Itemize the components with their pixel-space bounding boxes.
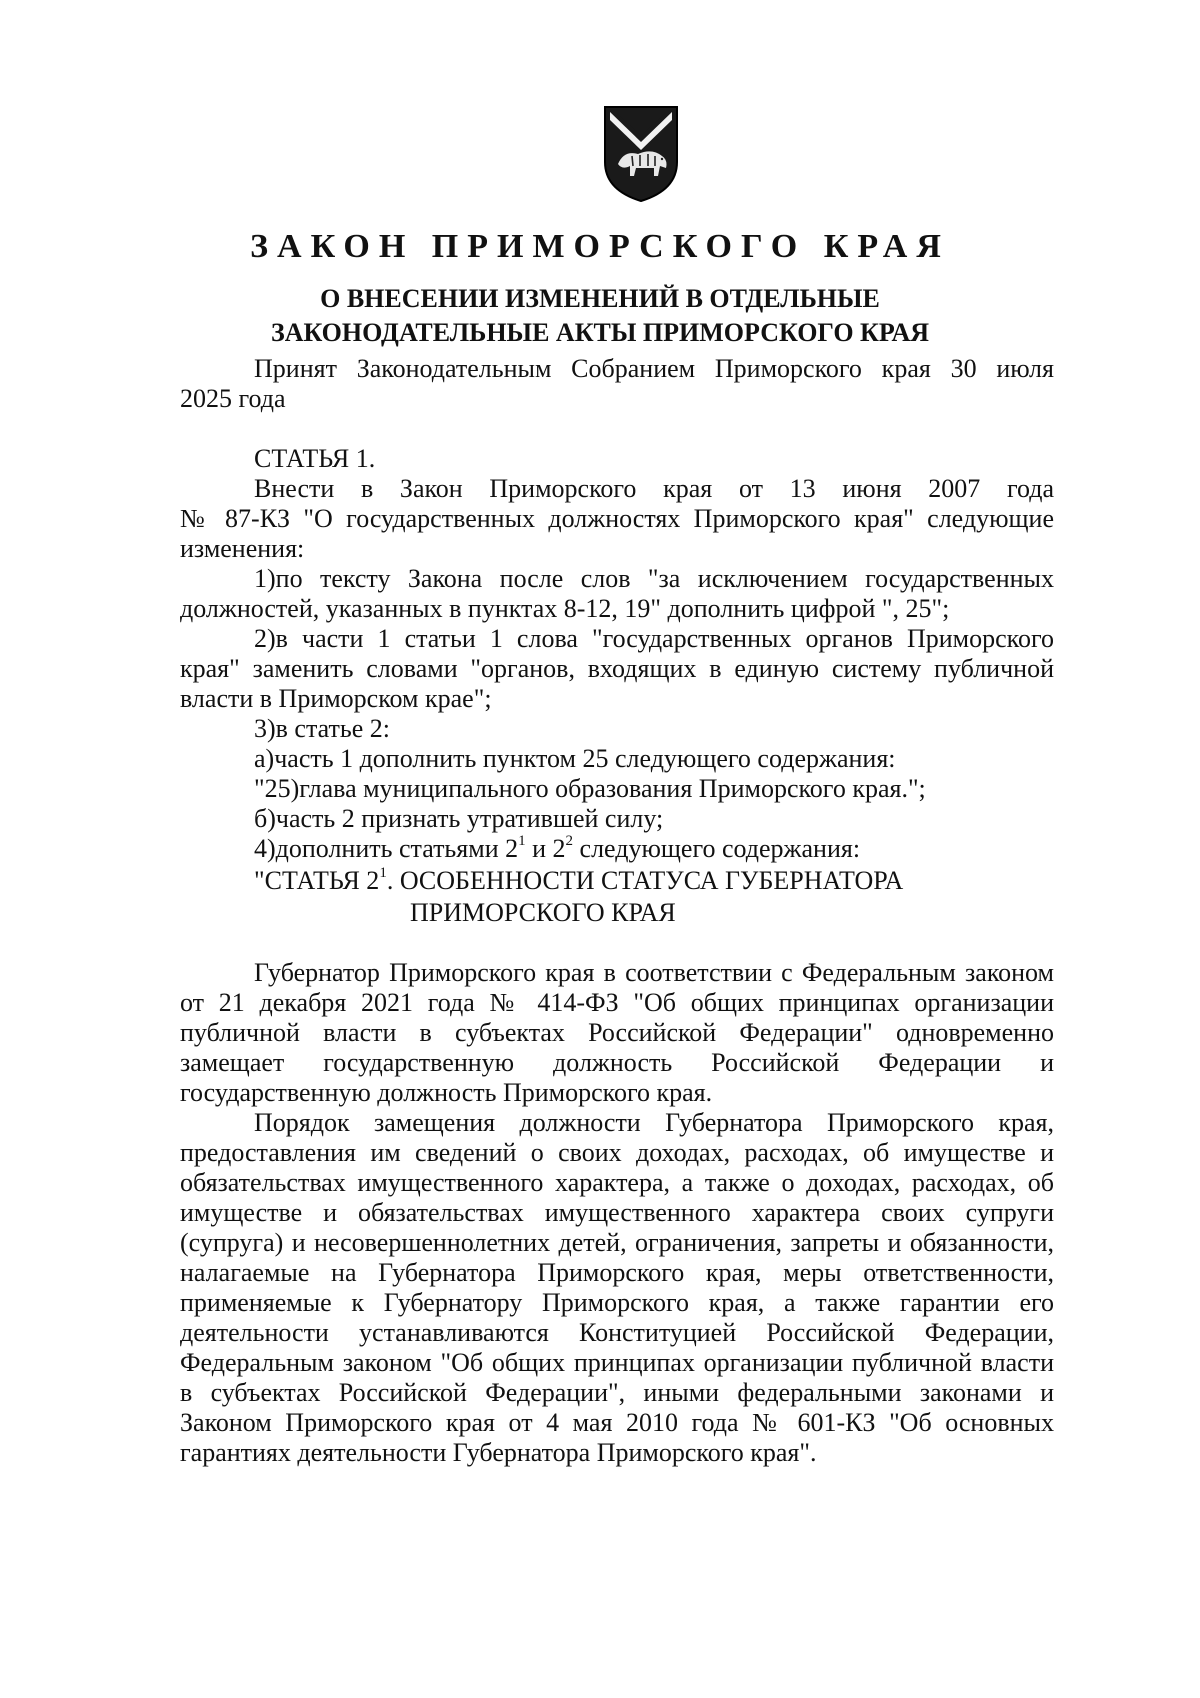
article-heading: СТАТЬЯ 1. <box>254 444 376 473</box>
list-item: а)часть 1 дополнить пунктом 25 следующего содержания: <box>254 744 896 773</box>
subtitle-line: ЗАКОНОДАТЕЛЬНЫЕ АКТЫ ПРИМОРСКОГО КРАЯ <box>270 318 930 347</box>
coat-of-arms-icon <box>602 104 680 204</box>
paragraph-line: в субъектах Российской Федерации", иными федеральными законами и <box>180 1378 1054 1407</box>
paragraph-line: изменения: <box>180 534 305 563</box>
paragraph-line: гарантиях деятельности Губернатора Приморского края". <box>180 1438 817 1467</box>
list-item <box>254 834 860 864</box>
new-article-heading <box>254 866 903 896</box>
superscript: 1 <box>518 833 526 850</box>
list-item: 2)в части 1 статьи 1 слова "государственных органов Приморского <box>254 624 1054 653</box>
paragraph-line: Законом Приморского края от 4 мая 2010 года № 601-КЗ "Об основных <box>180 1408 1054 1437</box>
paragraph-line: Федеральным законом "Об общих принципах организации публичной власти <box>180 1348 1054 1377</box>
document-title: ЗАКОН ПРИМОРСКОГО КРАЯ <box>250 228 950 265</box>
list-item: должностей, указанных в пунктах 8-12, 19" дополнить цифрой ", 25"; <box>180 594 950 623</box>
paragraph-line: от 21 декабря 2021 года № 414-ФЗ "Об общих принципах организации <box>180 988 1054 1017</box>
new-article-heading-line2: ПРИМОРСКОГО КРАЯ <box>410 898 676 927</box>
list-item: 3)в статье 2: <box>254 714 391 743</box>
paragraph-line: государственную должность Приморского края. <box>180 1078 713 1107</box>
paragraph-line: Внести в Закон Приморского края от 13 июня 2007 года <box>254 474 1054 503</box>
text-span: и 2 <box>525 834 566 863</box>
list-item: края" заменить словами "органов, входящих в единую систему публичной <box>180 654 1054 683</box>
list-item: 1)по тексту Закона после слов "за исключением государственных <box>254 564 1054 593</box>
document-subtitle <box>0 282 1200 350</box>
text-span: следующего содержания: <box>573 834 861 863</box>
subtitle-line: О ВНЕСЕНИИ ИЗМЕНЕНИЙ В ОТДЕЛЬНЫЕ <box>320 284 880 313</box>
text-span: 4)дополнить статьями 2 <box>254 834 519 863</box>
paragraph-line: (супруга) и несовершеннолетних детей, ограничения, запреты и обязанности, <box>180 1228 1054 1257</box>
paragraph-line: № 87-КЗ "О государственных должностях Приморского края" следующие <box>180 504 1054 533</box>
paragraph-line: обязательствах имущественного характера, а также о доходах, расходах, об <box>180 1168 1054 1197</box>
adopted-line: 2025 года <box>180 384 286 413</box>
list-item: б)часть 2 признать утратившей силу; <box>254 804 664 833</box>
text-span: . ОСОБЕННОСТИ СТАТУСА ГУБЕРНАТОРА <box>386 866 904 895</box>
paragraph-line: Губернатор Приморского края в соответствии с Федеральным законом <box>254 958 1054 987</box>
paragraph-line: публичной власти в субъектах Российской Федерации" одновременно <box>180 1018 1054 1047</box>
superscript: 2 <box>565 833 574 850</box>
paragraph-line: предоставления им сведений о своих доходах, расходах, об имуществе и <box>180 1138 1054 1167</box>
paragraph-line: деятельности устанавливаются Конституцией Российской Федерации, <box>180 1318 1054 1347</box>
superscript: 1 <box>379 865 387 882</box>
list-item: власти в Приморском крае"; <box>180 684 492 713</box>
text-span: "СТАТЬЯ 2 <box>254 866 380 895</box>
paragraph-line: применяемые к Губернатору Приморского края, а также гарантии его <box>180 1288 1054 1317</box>
adopted-line: Принят Законодательным Собранием Приморского края 30 июля <box>254 354 1054 383</box>
paragraph-line: имуществе и обязательствах имущественного характера своих супруги <box>180 1198 1054 1227</box>
paragraph-line: Порядок замещения должности Губернатора Приморского края, <box>254 1108 1054 1137</box>
list-item: "25)глава муниципального образования Приморского края."; <box>254 774 926 803</box>
paragraph-line: налагаемые на Губернатора Приморского края, меры ответственности, <box>180 1258 1054 1287</box>
paragraph-line: замещает государственную должность Российской Федерации и <box>180 1048 1054 1077</box>
